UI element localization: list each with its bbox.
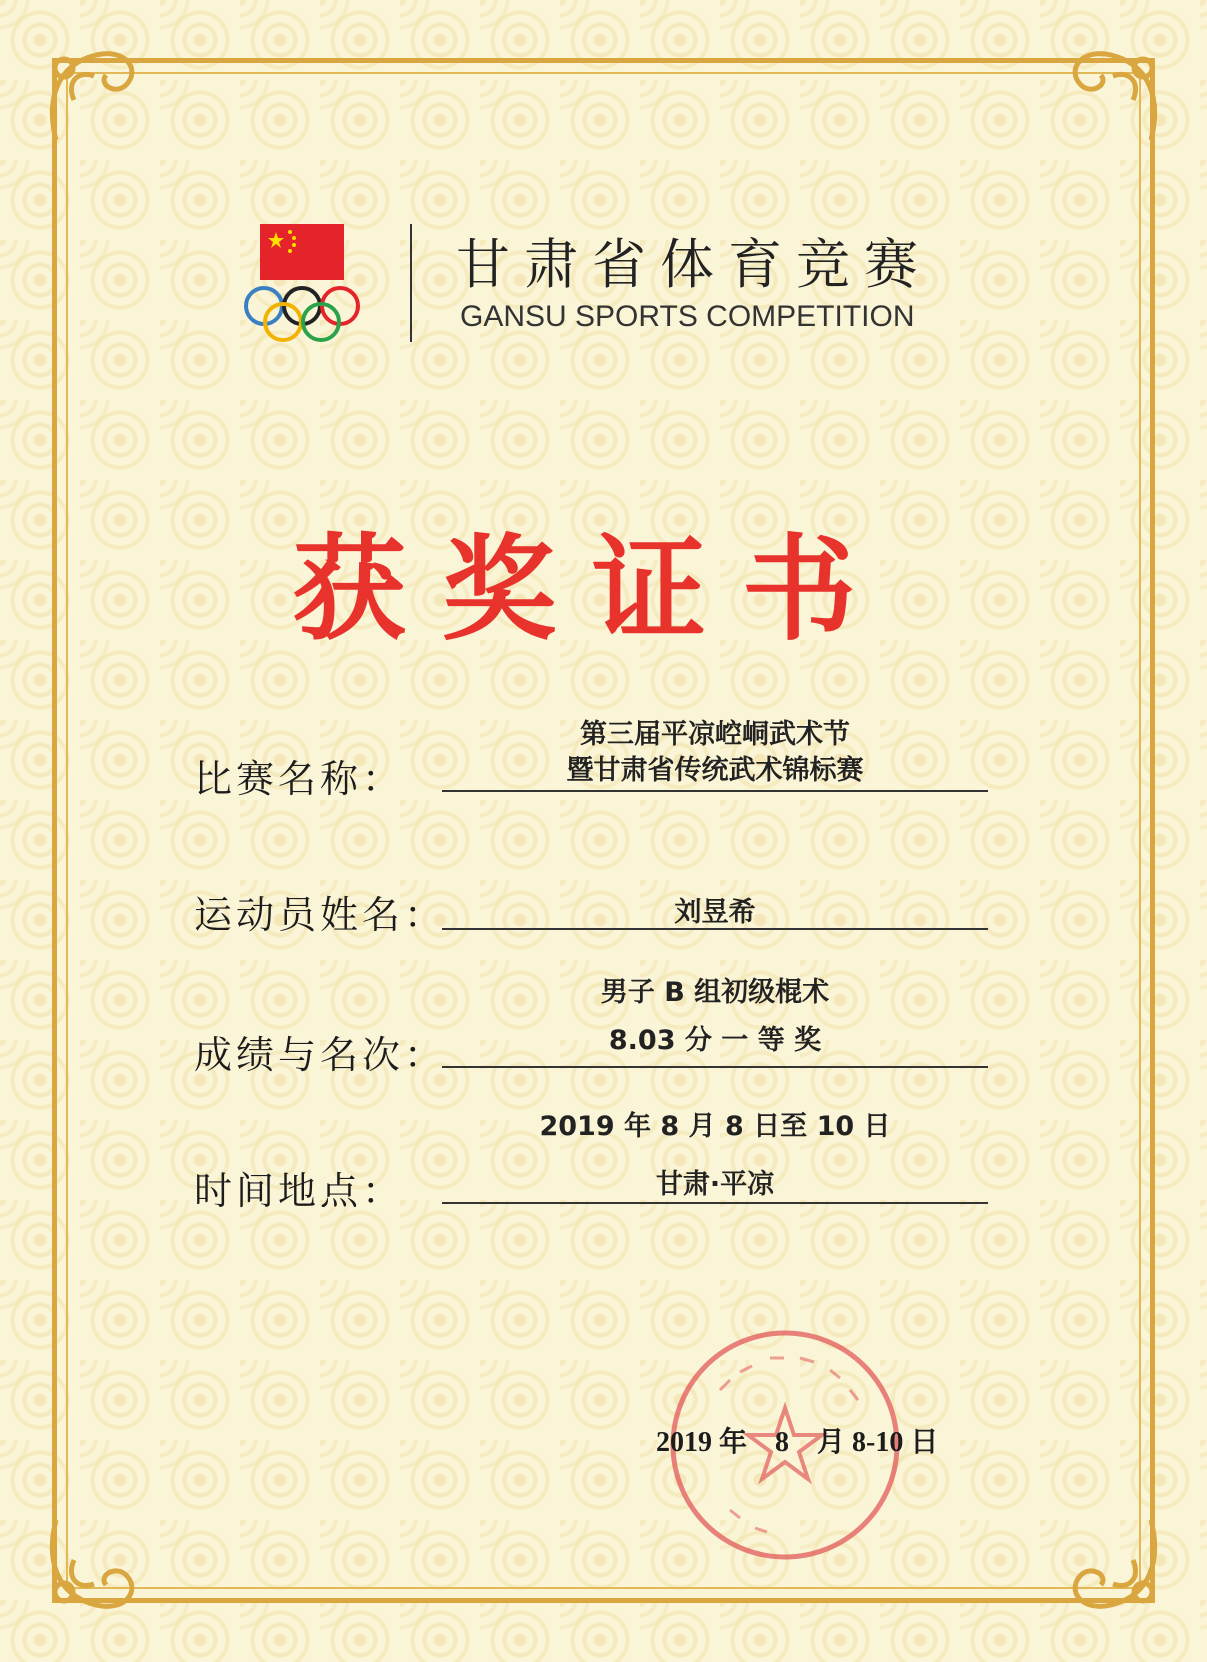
time-place-value-line2: 甘肃·平凉 (655, 1169, 775, 1200)
header-divider (410, 224, 412, 342)
result-underline (442, 1066, 988, 1068)
time-place-value-line1: 2019 年 8 月 8 日至 10 日 (539, 1111, 891, 1142)
time-place-underline (442, 1202, 988, 1204)
result-value-line2: 8.03 分 一 等 奖 (608, 1025, 822, 1056)
competition-label: 比赛名称： (194, 757, 405, 801)
org-name-cn: 甘肃省体育竞赛 (456, 233, 932, 296)
org-name-en: GANSU SPORTS COMPETITION (460, 300, 915, 333)
issue-date: 2019 年 8 月 8-10 日 (656, 1427, 939, 1458)
corner-ornament-icon (36, 1500, 156, 1620)
athlete-label: 运动员姓名： (194, 893, 447, 937)
certificate-title: 获奖证书 (291, 523, 892, 656)
result-label: 成绩与名次： (194, 1033, 447, 1077)
corner-ornament-icon (1051, 40, 1171, 160)
time-place-label: 时间地点： (194, 1169, 405, 1213)
competition-value-line2: 暨甘肃省传统武术锦标赛 (566, 755, 864, 786)
competition-value-line1: 第三届平凉崆峒武术节 (580, 719, 850, 750)
athlete-name-value: 刘昱希 (674, 897, 756, 928)
athlete-underline (442, 928, 988, 930)
flag-olympic-rings-logo (234, 222, 374, 342)
corner-ornament-icon (1051, 1500, 1171, 1620)
result-value-line1: 男子 B 组初级棍术 (600, 977, 830, 1008)
corner-ornament-icon (36, 40, 156, 160)
competition-underline (442, 790, 988, 792)
